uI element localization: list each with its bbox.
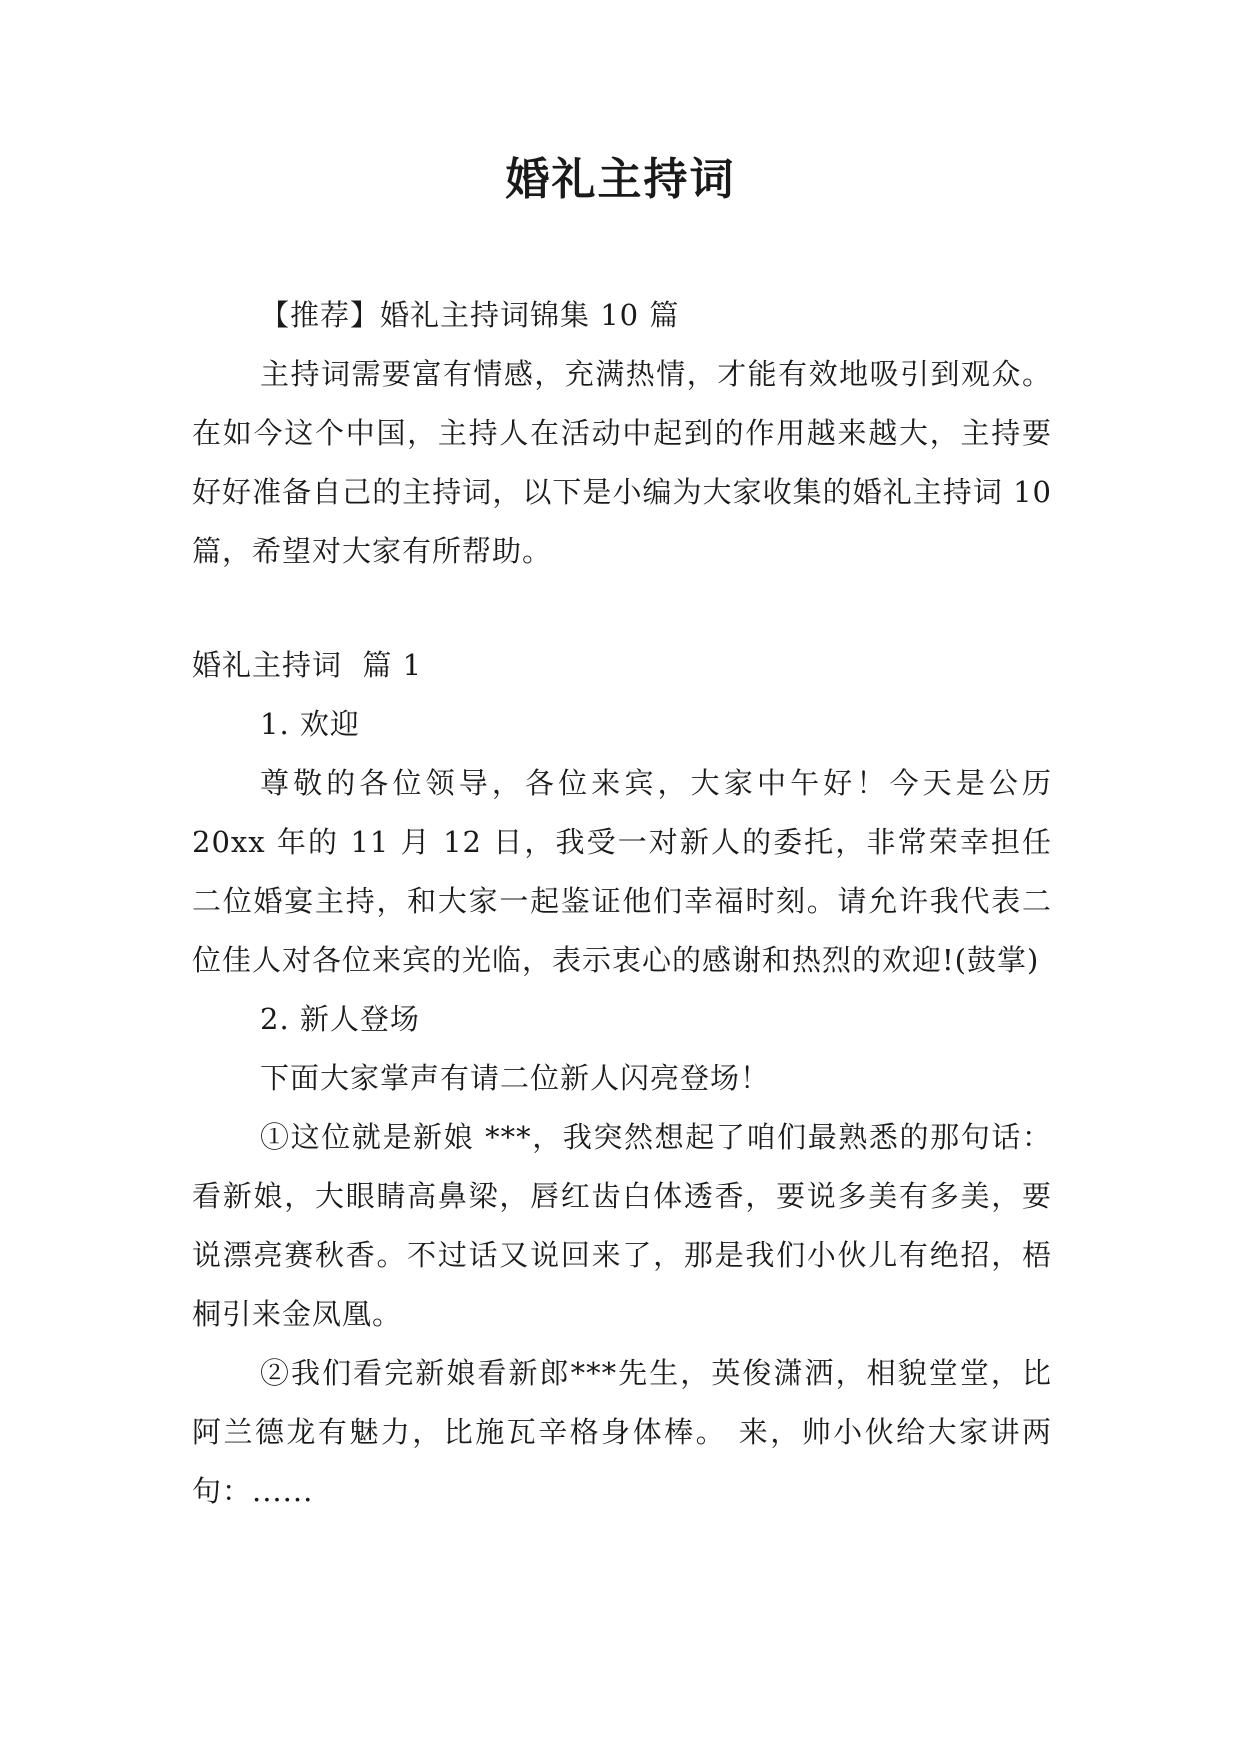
groom-paragraph: ②我们看完新娘看新郎***先生，英俊潇洒，相貌堂堂，比阿兰德龙有魅力，比施瓦辛格身体棒。 来，帅小伙给大家讲两句：......: [192, 1356, 1052, 1508]
document-title: 婚礼主持词: [505, 154, 736, 205]
bride-paragraph: ①这位就是新娘 ***，我突然想起了咱们最熟悉的那句话：看新娘，大眼睛高鼻梁，唇红齿白体透香，要说多美有多美，要说漂亮赛秋香。不过话又说回来了，那是我们小伙儿有绝招，梧桐引来金凤凰。: [192, 1120, 1052, 1331]
item2-heading: 2. 新人登场: [260, 1002, 420, 1036]
item2-paragraph: 下面大家掌声有请二位新人闪亮登场！: [260, 1061, 771, 1095]
document-body: [192, 286, 1052, 1521]
item1-paragraph: 尊敬的各位领导，各位来宾，大家中午好！今天是公历 20xx 年的 11 月 12 日，我受一对新人的委托，非常荣幸担任二位婚宴主持，和大家一起鉴证他们幸福时刻。请允许我代表二位佳人对各位来宾的光临，表示衷心的感谢和热烈的欢迎!(鼓掌): [192, 766, 1052, 977]
item1-heading: 1. 欢迎: [260, 707, 360, 741]
intro-paragraph: 主持词需要富有情感，充满热情，才能有效地吸引到观众。在如今这个中国，主持人在活动中起到的作用越来越大，主持要好好准备自己的主持词，以下是小编为大家收集的婚礼主持词 10 篇，希望对大家有所帮助。: [192, 357, 1052, 568]
section-heading: 婚礼主持词 篇 1: [192, 648, 423, 682]
intro-heading: 【推荐】婚礼主持词锦集 10 篇: [260, 298, 680, 332]
